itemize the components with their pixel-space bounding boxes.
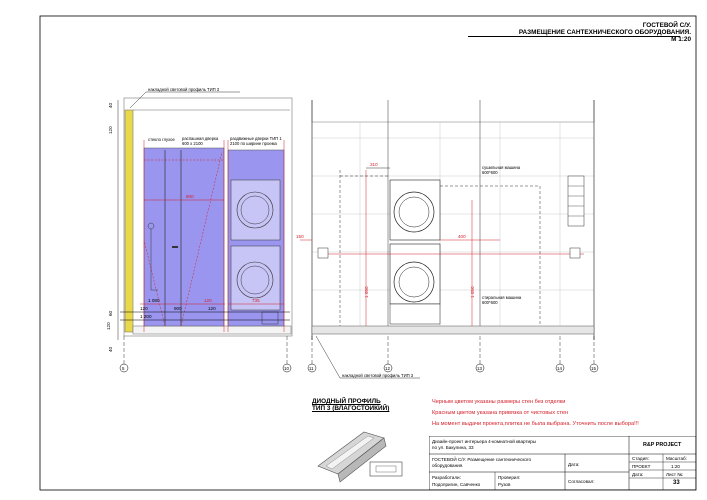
plan-axis-5: 5 — [122, 366, 125, 371]
plan-dim-top-120: 120 — [108, 126, 113, 134]
tb-date3-label: Дата: — [632, 472, 644, 477]
profile-title-1: ДИОДНЫЙ ПРОФИЛЬ — [312, 398, 381, 405]
elev-dryer-label — [482, 166, 520, 175]
plan-door-label-1: распашная дверка — [182, 136, 219, 141]
tb-developed-names: Подопригин, Савченко — [432, 482, 481, 487]
elev-axis-12: 12 — [385, 366, 390, 371]
title-block — [429, 436, 696, 490]
elev-axis-15: 15 — [591, 366, 596, 371]
tb-agreed-label: Согласовал: — [568, 479, 595, 484]
plan-dim-1200: 1 200 — [140, 314, 152, 319]
elev-dim-1050a: 1 050 — [364, 286, 369, 298]
note-red-dims: Красным цветом указана привязка от чистовых стен — [432, 410, 569, 416]
plan-dim-735: 735 — [252, 298, 260, 303]
tb-company: R&P PROJECT — [643, 442, 682, 448]
plan-dim-left-40b: 40 — [108, 346, 113, 352]
elev-axis-11: 11 — [309, 366, 314, 371]
plan-dim-left-40: 40 — [108, 102, 113, 108]
profile-illustration — [312, 420, 424, 490]
plan-profile-label: накладной световой профиль ТИП 3 — [148, 87, 220, 92]
tb-checked-label: Проверил: — [498, 475, 521, 480]
tb-sheet-no-value: 33 — [673, 480, 680, 486]
plan-dim-120a: 120 — [204, 298, 212, 303]
note-tile: На момент выдачи проекта,плитка не была выбрана. Уточнить после выбора!!! — [432, 421, 639, 427]
tb-developed-label: Разработали: — [432, 475, 461, 480]
elev-washer-label-1: стиральная машина — [482, 295, 522, 300]
plan-dim-120b: 120 — [140, 306, 148, 311]
tb-stage-value: ПРОЕКТ — [632, 464, 651, 469]
plan-axis-10: 10 — [284, 366, 289, 371]
elev-washer-label — [482, 296, 521, 305]
tb-sheet-title-1: ГОСТЕВОЙ С/У. Размещение сантехнического — [432, 457, 532, 462]
tb-project-2: по ул. Бакулина, 33 — [432, 445, 474, 450]
tb-scale-label: Масштаб: — [666, 456, 687, 461]
header-subtitle: РАЗМЕЩЕНИЕ САНТЕХНИЧЕСКОГО ОБОРУДОВАНИЯ. — [518, 29, 691, 36]
plan-dim-left-60: 60 — [108, 310, 113, 316]
note-black-dims: Черным цветом указаны размеры стен без отделки — [432, 399, 566, 405]
tb-stage-label: Стадия: — [632, 456, 649, 461]
elev-dim-310: 310 — [370, 162, 378, 167]
elev-axis-14: 14 — [557, 366, 562, 371]
tb-sheet-title-2: оборудования. — [432, 463, 464, 468]
plan-sliding-label-2: 2100 по ширине проема — [230, 140, 277, 146]
plan-dim-800: 800 — [186, 194, 194, 199]
plan-dim-900: 900 — [174, 306, 182, 311]
elev-axis-13: 13 — [477, 366, 482, 371]
plan-dim-left-120: 120 — [106, 322, 111, 330]
tb-project-1: Дизайн-проект интерьера 4-комнатной квартиры — [432, 439, 536, 444]
header-scale: М 1:20 — [671, 36, 691, 43]
plan-sliding-label-1: раздвижные дверки ТИП 1 — [230, 136, 282, 141]
tb-scale-value: 1:20 — [671, 464, 680, 469]
elev-dim-400: 400 — [458, 234, 466, 239]
plan-glass-label: стекло глухое — [148, 137, 175, 142]
elev-washer-label-2: 600*600 — [482, 299, 498, 305]
elev-dryer-label-2: 600*600 — [482, 169, 498, 175]
tb-sheet-no-label: Лист №: — [666, 472, 684, 477]
elev-dryer-label-1: сушильная машина — [482, 165, 521, 170]
profile-title — [312, 398, 389, 412]
profile-title-2: ТИП 3 (ВЛАГОСТОЙКИЙ) — [312, 405, 390, 412]
elev-dim-1050b: 1 050 — [470, 286, 475, 298]
header-title: ГОСТЕВОЙ С/У. — [642, 22, 691, 29]
plan-door-label-2: 600 х 2100 — [182, 140, 203, 146]
elev-dim-150: 150 — [296, 234, 304, 239]
tb-checked-name: Рузов — [498, 482, 511, 487]
elev-profile-label: накладной световой профиль ТИП 3 — [342, 373, 414, 378]
plan-dim-120c: 120 — [208, 306, 216, 311]
plan-dim-1080: 1 080 — [148, 298, 160, 303]
tb-date-label: Дата: — [568, 462, 580, 467]
